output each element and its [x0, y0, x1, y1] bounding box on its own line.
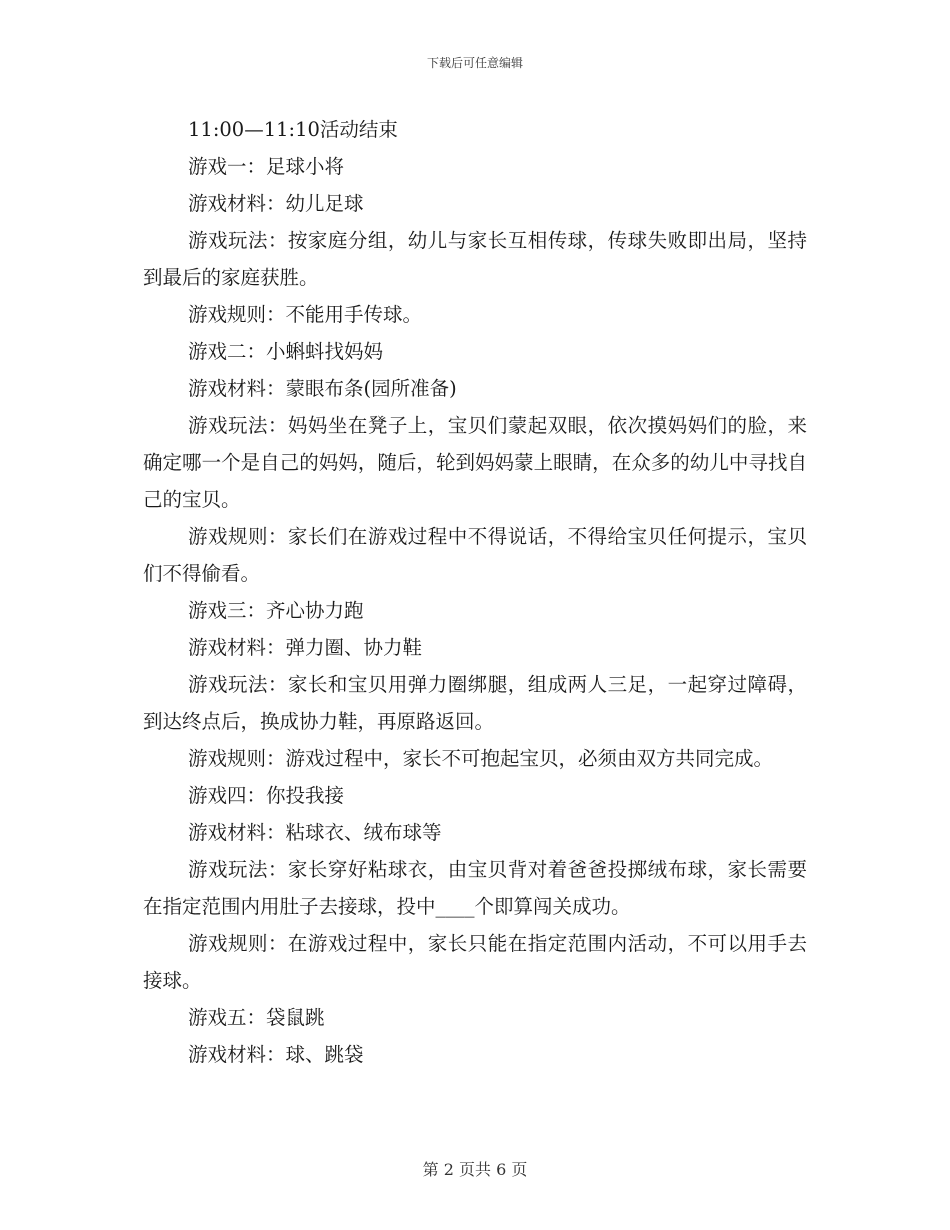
paragraph-game1-rules: 游戏规则：不能用手传球。	[188, 303, 423, 326]
paragraph-game3-rules: 游戏规则：游戏过程中，家长不可抱起宝贝，必须由双方共同完成。	[188, 747, 774, 770]
paragraph-game2-materials: 游戏材料：蒙眼布条(园所准备)	[188, 377, 457, 400]
paragraph-game3-method: 游戏玩法：家长和宝贝用弹力圈绑腿，组成两人三足，一起穿过障碍，到达终点后，换成协力鞋，再原路返回。	[143, 673, 807, 733]
page-header: 下载后可任意编辑	[426, 56, 523, 70]
paragraph-game5-title: 游戏五：袋鼠跳	[188, 1006, 325, 1029]
paragraph-game1-materials: 游戏材料：幼儿足球	[188, 192, 364, 215]
paragraph-game4-method: 游戏玩法：家长穿好粘球衣，由宝贝背对着爸爸投掷绒布球，家长需要在指定范围内用肚子去接球，投中____个即算闯关成功。	[143, 858, 807, 918]
page-footer: 第 2 页共 6 页	[422, 1160, 528, 1179]
paragraph-game3-title: 游戏三：齐心协力跑	[188, 599, 364, 622]
paragraph-game4-title: 游戏四：你投我接	[188, 784, 345, 807]
paragraph-game1-method: 游戏玩法：按家庭分组，幼儿与家长互相传球，传球失败即出局，坚持到最后的家庭获胜。	[143, 229, 807, 289]
paragraph-time: 11:00—11:10活动结束	[188, 118, 398, 141]
paragraph-game3-materials: 游戏材料：弹力圈、协力鞋	[188, 636, 423, 659]
paragraph-game4-materials: 游戏材料：粘球衣、绒布球等	[188, 821, 442, 844]
paragraph-game5-materials: 游戏材料：球、跳袋	[188, 1043, 364, 1066]
paragraph-game4-rules: 游戏规则：在游戏过程中，家长只能在指定范围内活动，不可以用手去接球。	[143, 932, 807, 992]
paragraph-game2-rules: 游戏规则：家长们在游戏过程中不得说话，不得给宝贝任何提示，宝贝们不得偷看。	[143, 525, 807, 585]
paragraph-game2-method: 游戏玩法：妈妈坐在凳子上，宝贝们蒙起双眼，依次摸妈妈们的脸，来确定哪一个是自己的妈妈，随后，轮到妈妈蒙上眼睛，在众多的幼儿中寻找自己的宝贝。	[143, 414, 807, 511]
document-body	[143, 111, 807, 1073]
paragraph-game1-title: 游戏一：足球小将	[188, 155, 345, 178]
paragraph-game2-title: 游戏二：小蝌蚪找妈妈	[188, 340, 384, 363]
